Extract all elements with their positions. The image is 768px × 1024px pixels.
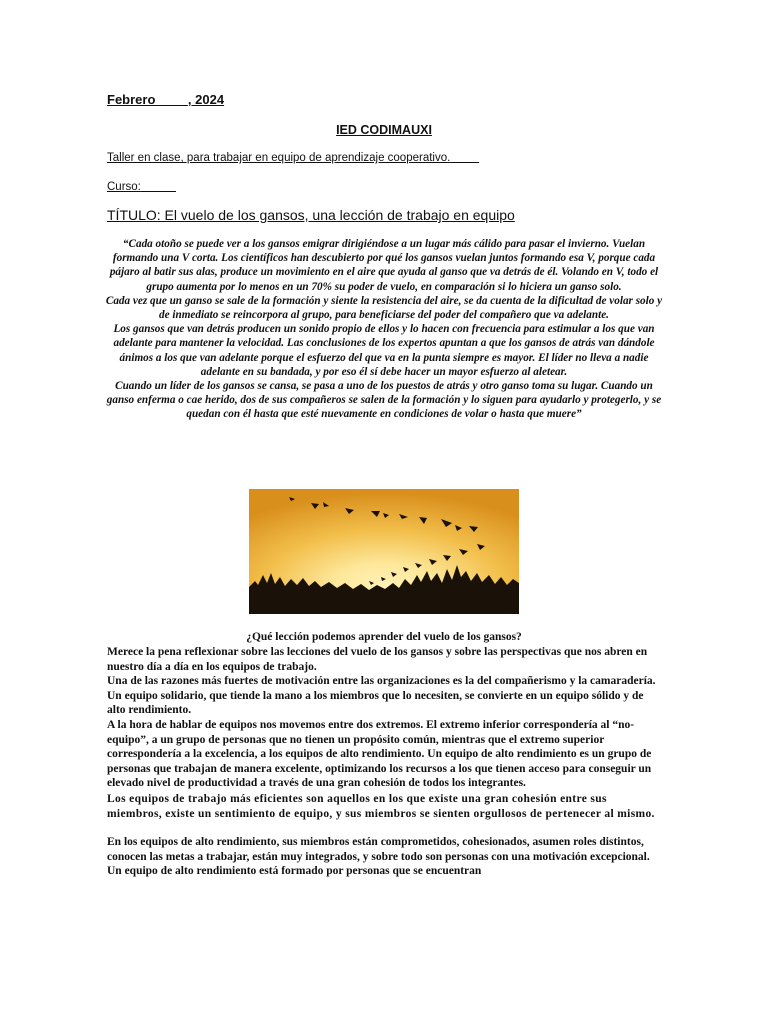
body-paragraph: Una de las razones más fuertes de motivación entre las organizaciones es la del compañerismo y la camaradería. Un equipo solidario, que tiende la mano a los miembros que lo necesiten, se convierte en un equipo sólido y de alto rendimiento. bbox=[107, 675, 656, 717]
lesson-question: ¿Qué lección podemos aprender del vuelo de los gansos? bbox=[246, 631, 522, 643]
body-text bbox=[107, 645, 659, 879]
geese-quote bbox=[104, 237, 664, 422]
course-line: Curso: bbox=[107, 181, 141, 193]
workshop-subtitle: Taller en clase, para trabajar en equipo de aprendizaje cooperativo. bbox=[107, 152, 451, 164]
date-blank bbox=[155, 92, 188, 107]
school-name: IED CODIMAUXI bbox=[336, 123, 432, 137]
quote-paragraph: Cada vez que un ganso se sale de la formación y siente la resistencia del aire, se da cuenta de la dificultad de volar solo y de inmediato se reincorpora al grupo, para beneficiarse del poder del compañero que va adelante. bbox=[105, 294, 663, 322]
quote-paragraph: Cuando un líder de los gansos se cansa, se pasa a uno de los puestos de atrás y otro ganso toma su lugar. Cuando un ganso enferma o cae herido, dos de sus compañeros se salen de la formación y lo siguen para ayudarlo y protegerlo, y se quedan con él hasta que esté nuevamente en condiciones de volar o hasta que muere” bbox=[106, 380, 662, 421]
body-paragraph: Merece la pena reflexionar sobre las lecciones del vuelo de los gansos y sobre las perspectivas que nos abren en nuestro día a día en los equipos de trabajo. bbox=[107, 646, 648, 673]
body-paragraph: A la hora de hablar de equipos nos movemos entre dos extremos. El extremo inferior correspondería al “no-equipo”, a un grupo de personas que no tienen un propósito común, mientras que el extremo superior correspondería a la excelencia, a los equipos de alto rendimiento. Un equipo de alto rendimiento es un grupo de personas que trabajan de manera excelente, optimizando los recursos a los que tienen acceso para conseguir un elevado nivel de productividad a través de una gran cohesión de todos los integrantes. bbox=[107, 718, 652, 790]
body-paragraph: En los equipos de alto rendimiento, sus miembros están comprometidos, cohesionados, asumen roles distintos, conocen las metas a trabajar, están muy integrados, y sobre todo son personas con una motivación excepcional. Un equipo de alto rendimiento está formado por personas que se encuentran bbox=[107, 836, 650, 878]
document-title: TÍTULO: El vuelo de los gansos, una lección de trabajo en equipo bbox=[107, 207, 515, 223]
quote-paragraph: “Cada otoño se puede ver a los gansos emigrar dirigiéndose a un lugar más cálido para pasar el invierno. Vuelan formando una V corta. Los científicos han descubierto por qué los gansos vuelan juntos formando esa V, porque cada pájaro al batir sus alas, produce un movimiento en el aire que ayuda al ganso que va detrás de él. Volando en V, todo el grupo aumenta por lo menos en un 70% su poder de vuelo, en comparación si lo hiciera un ganso solo. bbox=[109, 238, 659, 293]
quote-paragraph: Los gansos que van detrás producen un sonido propio de ellos y lo hacen con frecuencia para estimular a los que van adelante para mantener la velocidad. Las conclusiones de los expertos apuntan a que los gansos de atrás van dándole ánimos a los que van adelante porque el esfuerzo del que va en la punta siempre es mayor. El líder no lleva a nadie adelante en su bandada, y por eso él sí debe hacer un mayor esfuerzo al aletear. bbox=[113, 323, 655, 378]
date-line bbox=[107, 92, 224, 107]
date-month: Febrero bbox=[107, 92, 156, 107]
date-year: , 2024 bbox=[187, 92, 225, 107]
geese-flying-sunset-photo bbox=[249, 489, 519, 614]
body-paragraph: Los equipos de trabajo más eficientes son aquellos en los que existe una gran cohesión entre sus miembros, existe un sentimiento de equipo, y sus miembros se sienten orgullosos de pertenecer al mismo. bbox=[107, 792, 655, 820]
